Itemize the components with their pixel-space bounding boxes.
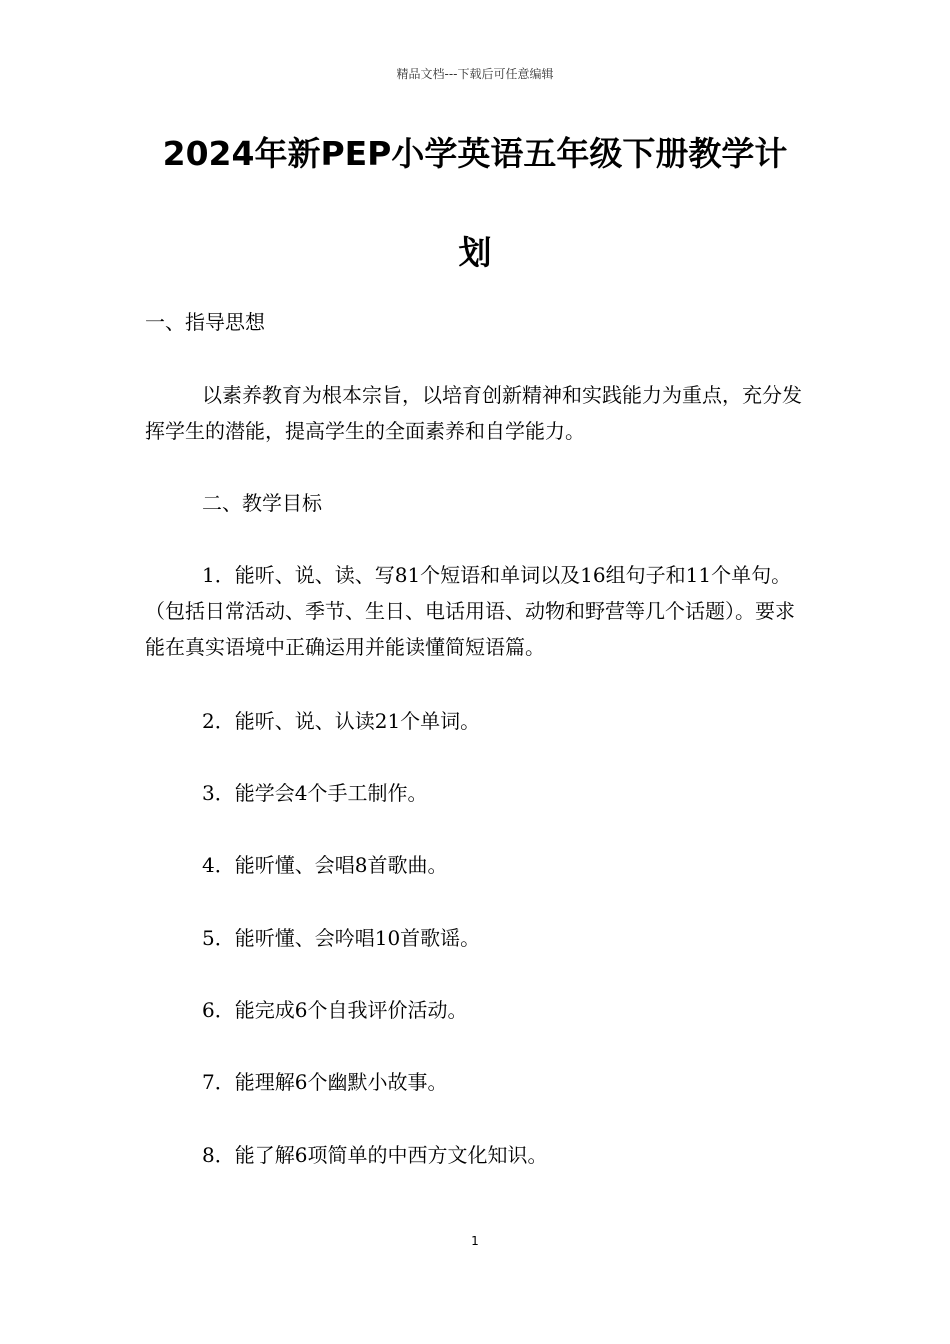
goal-item-7: 7．能理解6个幽默小故事。 <box>202 1070 448 1094</box>
goal-item-6: 6．能完成6个自我评价活动。 <box>202 998 468 1022</box>
page-number: 1 <box>471 1234 479 1248</box>
goal-item-5: 5．能听懂、会吟唱10首歌谣。 <box>202 926 481 950</box>
document-header-note: 精品文档---下载后可任意编辑 <box>396 67 554 81</box>
goal-item-8: 8．能了解6项简单的中西方文化知识。 <box>202 1143 548 1167</box>
document-title-line-1: 2024年新PEP小学英语五年级下册教学计 <box>162 134 788 173</box>
goal-item-1: 1．能听、说、读、写81个短语和单词以及16组句子和11个单句。（包括日常活动、季节、生日、电话用语、动物和野营等几个话题）。要求能在真实语境中正确运用并能读懂简短语篇。 <box>145 563 795 659</box>
goal-item-2: 2．能听、说、认读21个单词。 <box>202 709 481 733</box>
section-1-body: 以素养教育为根本宗旨，以培育创新精神和实践能力为重点，充分发挥学生的潜能，提高学生的全面素养和自学能力。 <box>145 383 802 443</box>
goal-item-3: 3．能学会4个手工制作。 <box>202 781 428 805</box>
document-title-line-2: 划 <box>458 233 492 272</box>
section-1-heading: 一、指导思想 <box>145 310 265 334</box>
section-2-heading: 二、教学目标 <box>202 491 322 515</box>
goal-item-4: 4．能听懂、会唱8首歌曲。 <box>202 853 448 877</box>
